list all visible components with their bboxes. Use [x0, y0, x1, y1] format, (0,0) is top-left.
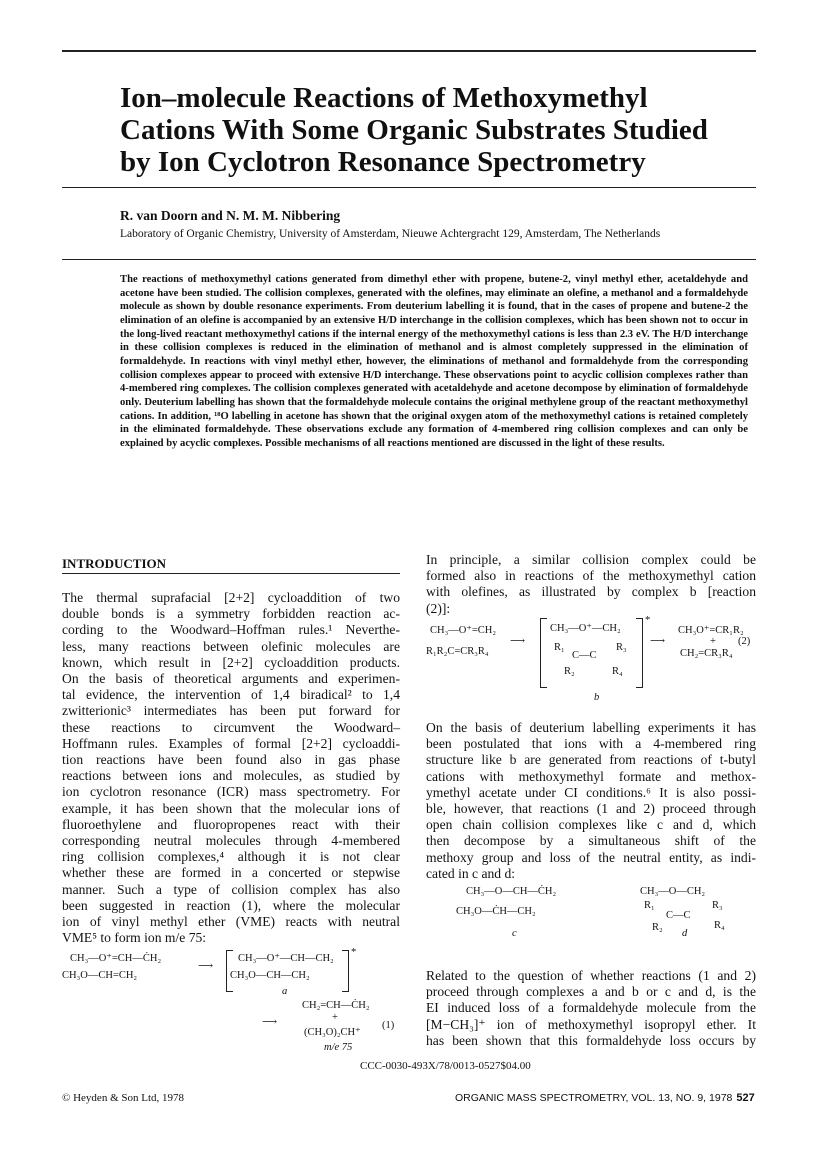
scheme2-arrow-1: ⟶ — [510, 636, 526, 647]
scheme2-product-1: CH₃O⁺=CR₁R₂ — [678, 625, 744, 636]
complex-d-label: d — [682, 928, 688, 939]
text-line: In principle, a similar collision complex could be — [426, 552, 756, 567]
text-line: double bonds is a symmetry forbidden reaction ac- — [62, 606, 400, 622]
text-line: has been shown that this formaldehyde loss occurs by — [426, 1032, 756, 1048]
text-line: manner. Such a type of collision complex has also — [62, 881, 400, 897]
text-line: proceed through complexes a and b or c and d, is the — [426, 984, 756, 1000]
article-title — [120, 82, 760, 178]
authors: R. van Doorn and N. M. M. Nibbering — [120, 208, 341, 223]
text-line: methoxy group and loss of the neutral entity, as indi- — [426, 849, 756, 865]
complex-d-cc: C—C — [666, 910, 691, 921]
complex-d-r3: R₃ — [712, 900, 723, 911]
abstract-text: The reactions of methoxymethyl cations generated from dimethyl ether with propene, butene-2, vinyl methyl ether, acetaldehyde and acetone have been studied. The collision complexes, generated with the olefines, may eliminate an olefine, a methanol and a formaldehyde molecule as shown by double resonance experiments. From deuterium labelling it is found, that in the cases of propene and butene-2 the elimination of an olefine is accompanied by an extensive H/D interchange in the collision complexes, which has been shown not to occur in the long-lived reactant methoxymethyl cations if the internal energy of the methoxymethyl cations is less than 2.3 eV. The H/D interchange in these collision complexes is reduced in the elimination of methanol and is almost completely suppressed in the elimination of formaldehyde. In reactions with vinyl methyl ether, however, the eliminations of methanol and formaldehyde from the corresponding collision complexes appear to proceed with extensive H/D interchange. These observations point to acyclic collision complexes rather than 4-membered ring complexes. The collision complexes generated with acetaldehyde and acetone decompose by elimination of formaldehyde only. Deuterium labelling has shown that the formaldehyde molecule contains the original methylene group of the reactant methoxymethyl cations. In addition, ¹⁸O labelling in acetone has shown that the original oxygen atom of the methoxymethyl cations is retained completely in the eliminated formaldehyde. These observations exclude any formation of 4-membered ring collision complexes and can only be explained by acyclic complexes. Possible mechanisms of all reactions mentioned are discussed in the light of these results. — [120, 274, 748, 449]
complex-c-line-2: CH₃O—ĊH—CH₂ — [456, 906, 536, 917]
complex-d-line-1: CH₃—O—CH₂ — [640, 886, 706, 897]
complex-c-line-1: CH₃—O—CH—ĊH₂ — [466, 886, 557, 897]
scheme2-bracket-right — [636, 618, 643, 688]
text-line: ring collision complexes,⁴ although it is not clear — [62, 849, 400, 865]
scheme1-reactant-1: CH₃—O⁺=CH—ĊH₂ — [70, 953, 162, 964]
complex-c-label: c — [512, 928, 517, 939]
scheme2-complex-5: R₂ — [564, 666, 575, 677]
text-line: with olefines, as illustrated by complex b [reaction — [426, 584, 756, 600]
affiliation-bottom-rule — [62, 259, 756, 260]
scheme1-arrow-2: ⟶ — [262, 1017, 278, 1028]
right-column-middle — [426, 720, 756, 882]
affiliation: Laboratory of Organic Chemistry, University of Amsterdam, Nieuwe Achtergracht 129, Amsterdam, The Netherlands — [120, 228, 661, 240]
equation-number-1: (1) — [382, 1020, 395, 1031]
scheme1-plus: + — [332, 1012, 338, 1023]
scheme2-complex-2: R₁ — [554, 642, 565, 653]
scheme2-complex-6: R₄ — [612, 666, 623, 677]
text-line: ion of vinyl methyl ether (VME) reacts with neutral — [62, 914, 400, 930]
text-line: open chain collision complexes like c and d, which — [426, 817, 756, 833]
text-line: less, many reactions between olefinic molecules are — [62, 638, 400, 654]
right-column-top — [426, 552, 756, 617]
text-line: corresponding neutral molecules through 4-membered — [62, 833, 400, 849]
text-line: zwitterionic³ intermediates has been put forward for — [62, 703, 400, 719]
title-line: Ion–molecule Reactions of Methoxymethyl — [120, 82, 648, 114]
text-line: cated in c and d: — [426, 865, 516, 881]
text-line: example, it has been shown that the molecular ions of — [62, 800, 400, 816]
text-line: cations with methoxymethyl formate and methox- — [426, 768, 756, 784]
scheme2-complex-1: CH₃—O⁺—CH₂ — [550, 623, 621, 634]
scheme2-reactant-1: CH₃—O⁺=CH₂ — [430, 625, 497, 636]
text-line: ion cyclotron resonance (ICR) mass spectrometry. For — [62, 784, 400, 800]
scheme1-product-2: (CH₃O)₂CH⁺ — [304, 1027, 361, 1038]
reaction-scheme-1 — [62, 947, 400, 1055]
scheme1-complex-1: CH₃—O⁺—CH—CH₂ — [238, 953, 334, 964]
left-column — [62, 590, 400, 946]
text-line: On the basis of deuterium labelling experiments it has — [426, 720, 756, 735]
scheme2-star: * — [645, 615, 651, 626]
title-line: by Ion Cyclotron Resonance Spectrometry — [120, 146, 646, 178]
text-line: reactions between ions and molecules, as studied by — [62, 768, 400, 784]
complex-d-r4: R₄ — [714, 920, 725, 931]
text-line: EI induced loss of a formaldehyde molecule from the — [426, 1000, 756, 1016]
scheme1-bracket-right — [342, 950, 349, 992]
text-line: VME⁵ to form ion m/e 75: — [62, 930, 207, 946]
complex-d-r2: R₂ — [652, 922, 663, 933]
scheme2-plus: + — [710, 636, 716, 647]
scheme2-arrow-2: ⟶ — [650, 636, 666, 647]
text-line: Related to the question of whether reactions (1 and 2) — [426, 968, 756, 983]
complex-d-r1: R₁ — [644, 900, 655, 911]
top-rule — [62, 50, 756, 52]
text-line: been postulated that ions with a 4-membered ring — [426, 736, 756, 752]
scheme2-reactant-2: R₁R₂C=CR₃R₄ — [426, 646, 489, 657]
scheme2-label-b: b — [594, 692, 600, 703]
title-line: Cations With Some Organic Substrates Studied — [120, 114, 708, 146]
text-line: ymethyl acetate under CI conditions.⁶ It is also possi- — [426, 784, 756, 800]
text-line: these reactions to circumvent the Woodward– — [62, 719, 400, 735]
title-bottom-rule — [62, 187, 756, 188]
right-column-bottom — [426, 968, 756, 1049]
text-line: whether these are formed in a concerted or stepwise — [62, 865, 400, 881]
text-line: ble, however, that reactions (1 and 2) proceed through — [426, 801, 756, 817]
scheme2-complex-4: R₃ — [616, 642, 627, 653]
text-line: then decompose by a simultaneous shift of the — [426, 833, 756, 849]
text-line: fluoroethylene and fluoropropenes react with their — [62, 816, 400, 832]
text-line: On the basis of theoretical arguments and experimen- — [62, 671, 400, 687]
text-line: known, which result in [2+2] cycloaddition products. — [62, 654, 400, 670]
scheme1-star: * — [351, 947, 357, 958]
scheme1-label-a: a — [282, 986, 288, 997]
text-line: [M−CH₃]⁺ ion of methoxymethyl isopropyl ether. It — [426, 1016, 756, 1032]
text-line: Hoffmann rules. Examples of formal [2+2] cycloaddi- — [62, 735, 400, 751]
abstract — [120, 273, 748, 451]
text-line: formed also in reactions of the methoxymethyl cation — [426, 568, 756, 584]
scheme1-reactant-2: CH₃O—CH=CH₂ — [62, 970, 138, 981]
text-line: cording to the Woodward–Hoffman rules.¹ Neverthe- — [62, 622, 400, 638]
text-line: structure like b are generated from reactions of t-butyl — [426, 752, 756, 768]
text-line: (2)]: — [426, 600, 451, 616]
text-line: tal evidence, the intervention of 1,4 biradical² to 1,4 — [62, 687, 400, 703]
scheme2-complex-3: C—C — [572, 650, 597, 661]
page-number: 527 — [736, 1092, 755, 1104]
text-line: The thermal suprafacial [2+2] cycloaddition of two — [62, 590, 400, 605]
text-line: tion reactions have been found also in gas phase — [62, 752, 400, 768]
copyright: © Heyden & Son Ltd, 1978 — [62, 1092, 185, 1104]
journal-name: ORGANIC MASS SPECTROMETRY, VOL. 13, NO. 9, 1978 — [455, 1092, 733, 1104]
journal-footer — [455, 1092, 755, 1104]
scheme1-complex-2: CH₃O—CH—CH₂ — [230, 970, 310, 981]
scheme2-bracket-left — [540, 618, 547, 688]
scheme1-arrow-1: ⟶ — [198, 961, 214, 972]
text-line: been suggested in reaction (1), where the molecular — [62, 897, 400, 913]
equation-number-2: (2) — [738, 636, 751, 647]
complexes-c-d — [426, 886, 764, 946]
reaction-scheme-2 — [426, 615, 764, 718]
scheme2-product-2: CH₂=CR₃R₄ — [680, 648, 733, 659]
scheme1-product-3: m/e 75 — [324, 1042, 353, 1053]
ccc-code: CCC-0030-493X/78/0013-0527$04.00 — [360, 1060, 531, 1072]
scheme1-product-1: CH₂=CH—ĊH₂ — [302, 1000, 370, 1011]
section-heading: INTRODUCTION — [62, 556, 400, 574]
